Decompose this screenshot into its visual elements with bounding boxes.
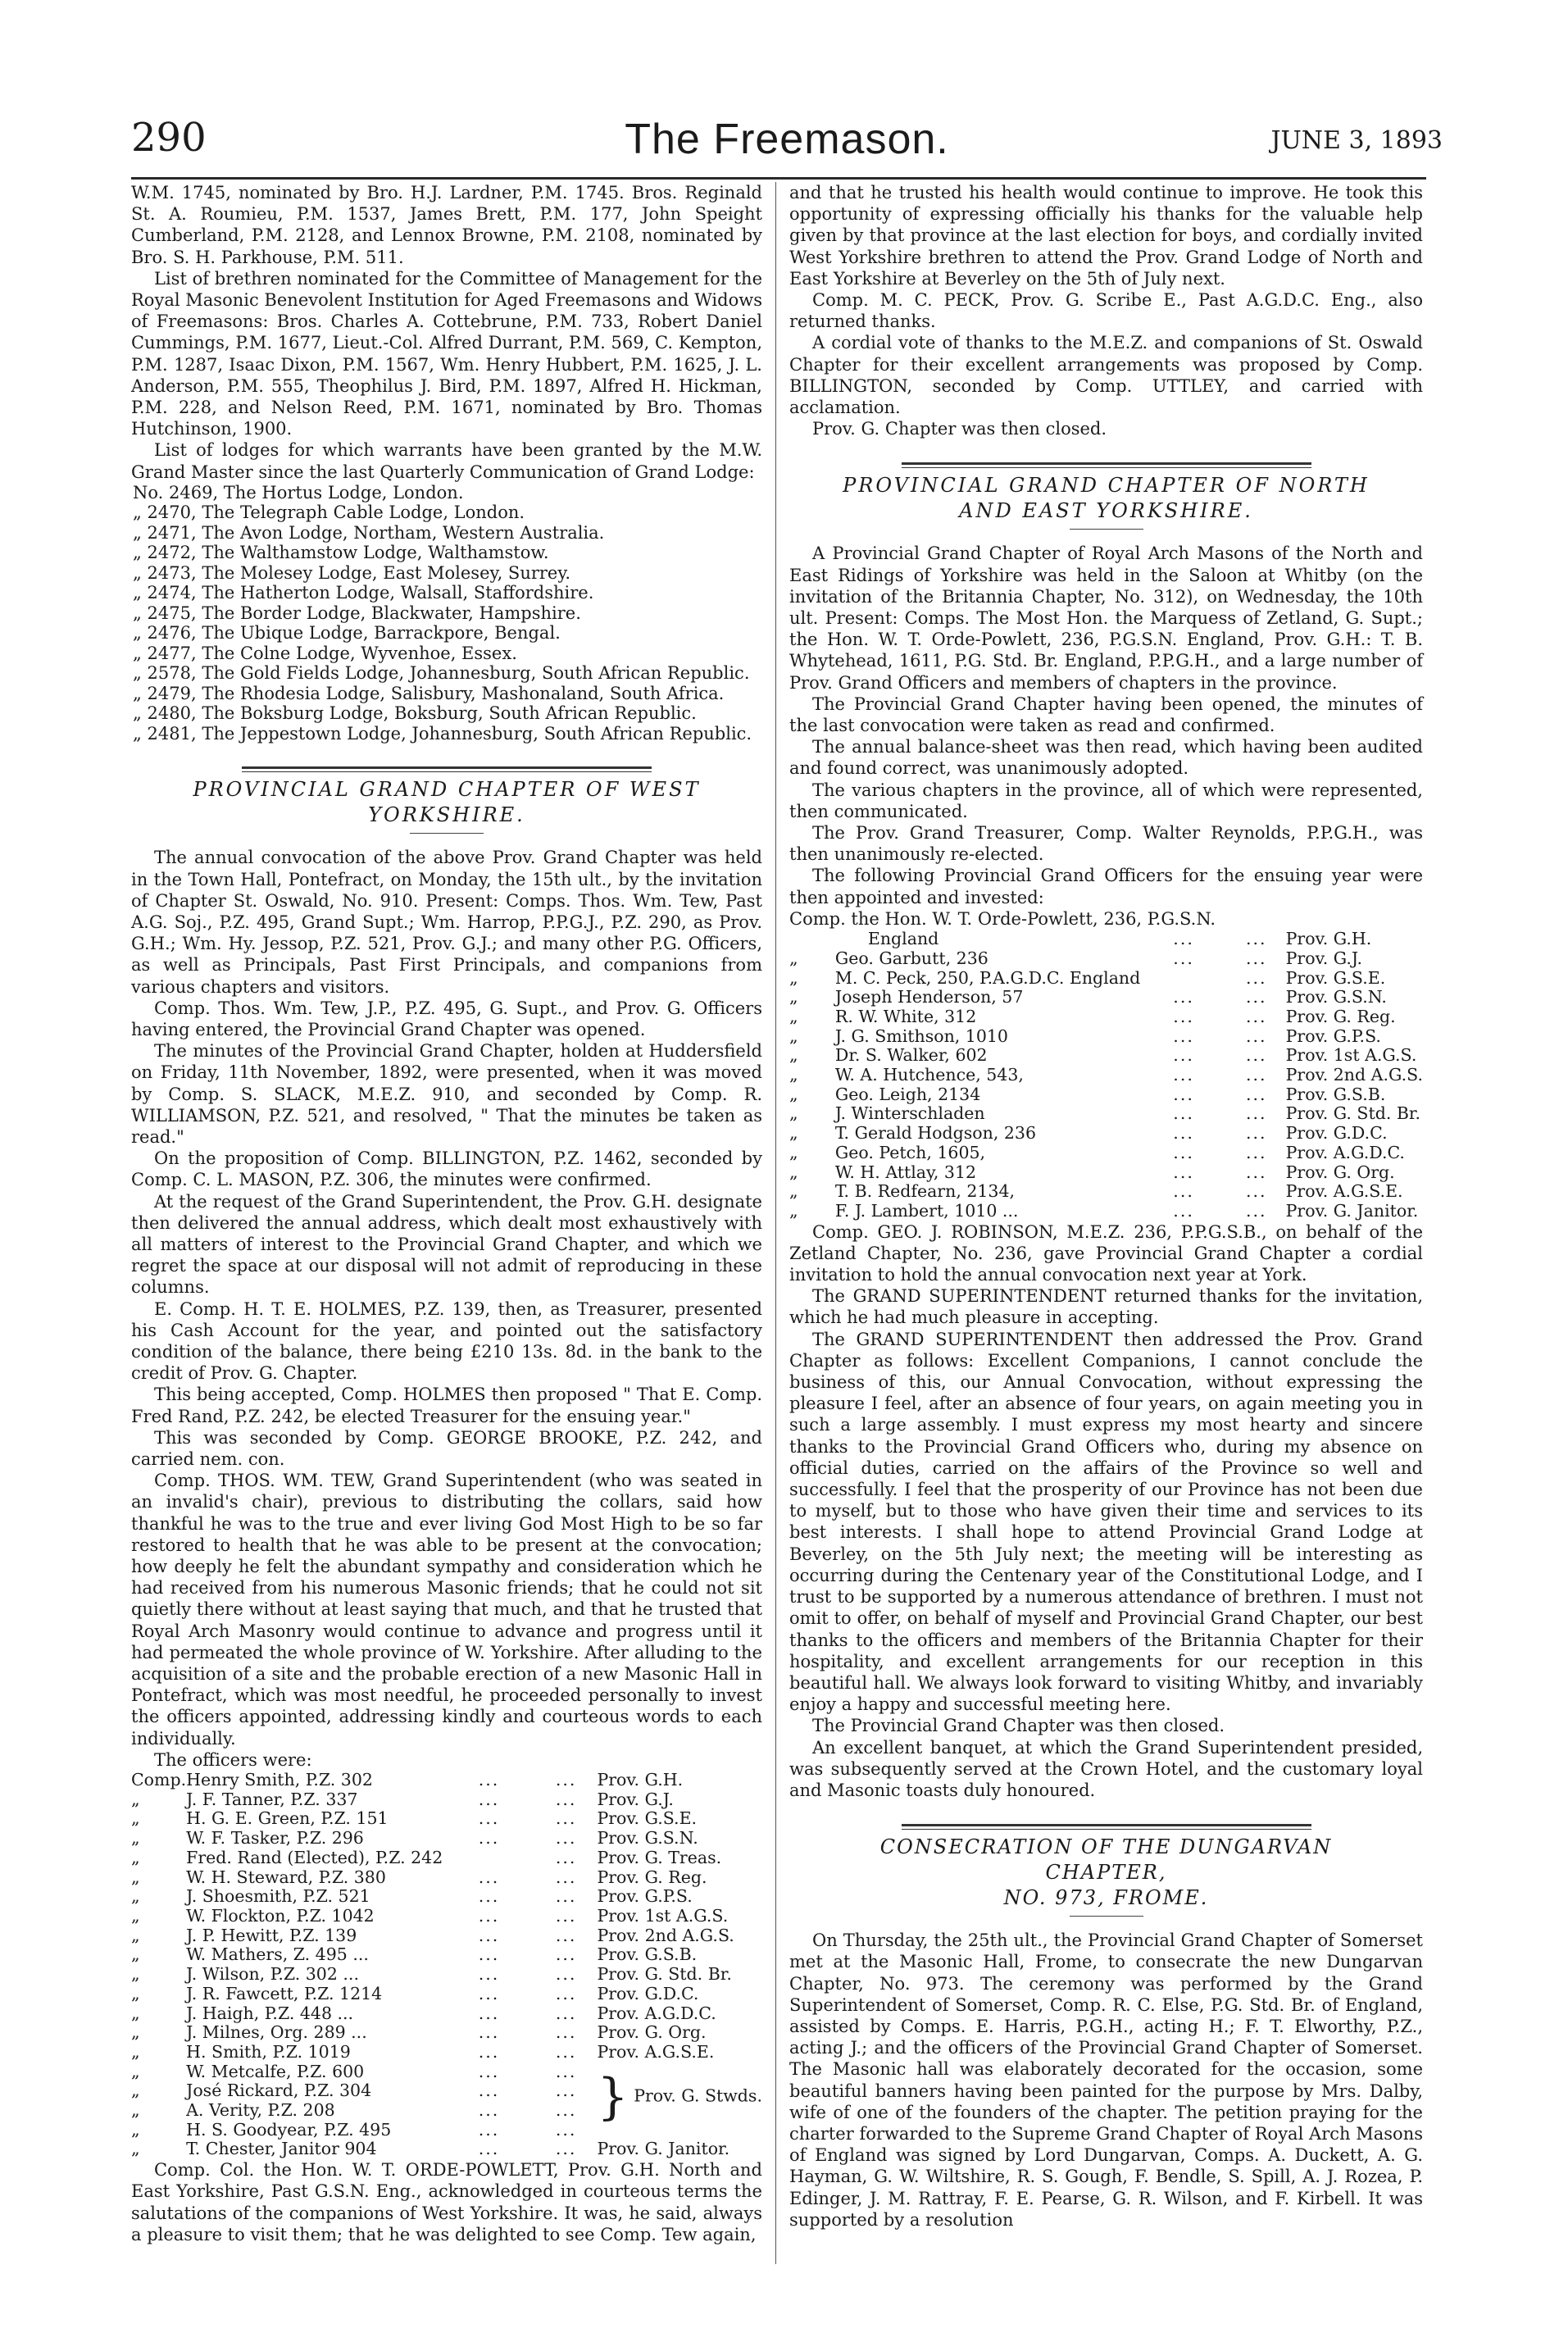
article-paragraph: Comp. Col. the Hon. W. T. ORDE-POWLETT, Prov. G.H. North and East Yorkshire, Past G.S.N. Eng., acknowledged in courteous terms the salutations of the companions of West Yorkshire. It was, he said, always a pleasure to visit them; that he was delighted to see Comp. Tew again, <box>131 2160 762 2244</box>
intro-paragraph: W.M. 1745, nominated by Bro. H.J. Lardner, P.M. 1745. Bros. Reginald St. A. Roumieu, P.M. 1537, James Brett, P.M. 177, John Speight Cumberland, P.M. 2128, and Lennox Browne, P.M. 2108, nominated by Bro. S. H. Parkhouse, P.M. 511. <box>131 183 762 267</box>
table-row: „ J. R. Fawcett, P.Z. 1214 ... ... Prov. G.D.C. <box>131 1983 699 2003</box>
article-paragraph: The GRAND SUPERINTENDENT then addressed the Prov. Grand Chapter as follows: Excellent Companions, I cannot conclude the business of this, our Annual Convocation, without expressing the pleasure I feel, after an absence of four years, on again meeting you in such a large assembly. I must express my most hearty and sincere thanks to the Provincial Grand Officers who, during my absence on official duties, carried on the affairs of the Province so well and successfully. I feel that the prosperity of our Province has not been due to myself, but to those who have given their time and services to its best interests. I shall hope to attend Provincial Grand Lodge at Beverley, on the 5th July next; the meeting will be interesting as occurring during the Centenary year of the Constitutional Lodge, and I trust to be supported by a numerous attendance of brethren. I must not omit to offer, on behalf of myself and Provincial Grand Chapter, our best thanks to the officers and members of the Britannia Chapter for their hospitality, and excellent arrangements for our reception in this beautiful hall. We always look forward to visiting Whitby, and invariably enjoy a happy and successful meeting here. <box>789 1329 1423 1715</box>
article-paragraph: E. Comp. H. T. E. HOLMES, P.Z. 139, then, as Treasurer, presented his Cash Account for the year, and pointed out the satisfactory condition of the balance, there being £210 13s. 8d. in the bank to the credit of Prov. G. Chapter. <box>131 1298 762 1384</box>
article-paragraph: Comp. THOS. WM. TEW, Grand Superintendent (who was seated in an invalid's chair), previous to distributing the collars, said how thankful he was to the true and ever living God Most High to be so far restored to health that he was able to be present at the convocation; how deeply he felt the abundant sympathy and consideration which he had received from his numerous Masonic friends; that he could not sit quietly there without at least saying that much, and that he trusted that Royal Arch Masonry would continue to advance and progress until it had permeated the whole province of W. Yorkshire. After alluding to the acquisition of a site and the probable erection of a new Masonic Hall in Pontefract, which was most needful, he proceeded personally to invest the officers appointed, addressing kindly and courteous words to each individually. <box>131 1471 762 1749</box>
list-item: „ 2479, The Rhodesia Lodge, Salisbury, Mashonaland, South Africa. <box>133 683 725 703</box>
west-yorkshire-officers-table <box>131 1771 762 2159</box>
officers-intro: The officers were: <box>154 1749 312 1770</box>
article-paragraph: The Provincial Grand Chapter having been opened, the minutes of the last convocation were taken as read and confirmed. <box>789 694 1423 736</box>
article-paragraph: The following Provincial Grand Officers for the ensuing year were then appointed and invested: <box>789 866 1423 907</box>
list-item: „ 2475, The Border Lodge, Blackwater, Hampshire. <box>133 603 581 623</box>
section-title-west-yorkshire: PROVINCIAL GRAND CHAPTER OF WEST YORKSHIRE. <box>193 778 701 827</box>
article-paragraph: The annual convocation of the above Prov. Grand Chapter was held in the Town Hall, Pontefract, on Monday, the 15th ult., by the invitation of Chapter St. Oswald, No. 910. Present: Comps. Thos. Wm. Tew, Past A.G. Soj., P.Z. 495, Grand Supt.; Wm. Harrop, P.P.G.J., P.Z. 290, as Prov. G.H.; Wm. Hy. Jessop, P.Z. 521, Prov. G.J.; and many other P.G. Officers, as well as Principals, Past First Principals, and companions from various chapters and visitors. <box>131 848 762 997</box>
section-title-north-east-yorkshire: PROVINCIAL GRAND CHAPTER OF NORTH AND EAST YORKSHIRE. <box>843 474 1370 523</box>
article-paragraph: On the proposition of Comp. BILLINGTON, P.Z. 1462, seconded by Comp. C. L. MASON, P.Z. 306, the minutes were confirmed. <box>131 1148 762 1190</box>
table-row: „ A. Verity, P.Z. 208 ... ... <box>131 2100 577 2121</box>
right-column <box>789 182 1423 2231</box>
section-divider <box>902 1824 1311 1830</box>
article-paragraph: At the request of the Grand Superintendent, the Prov. G.H. designate then delivered the annual address, which dealt most exhaustively with all matters of interest to the Provincial Grand Chapter, and which we regret the space at our disposal will not admit of reproducing in these columns. <box>131 1191 762 1298</box>
section-title-dungarvan <box>822 1835 1390 1911</box>
table-row: „ J. P. Hewitt, P.Z. 139 ... ... Prov. 2nd A.G.S. <box>131 1925 734 1945</box>
header-rule <box>131 177 1426 180</box>
article-paragraph: The minutes of the Provincial Grand Chapter, holden at Huddersfield on Friday, 11th November, 1892, were presented, when it was moved by Comp. S. SLACK, M.E.Z. 910, and seconded by Comp. R. WILLIAMSON, P.Z. 521, and resolved, " That the minutes be taken as read." <box>131 1041 762 1147</box>
article-paragraph: An excellent banquet, at which the Grand Superintendent presided, was subsequently served at the Crown Hotel, and the customary loyal and Masonic toasts duly honoured. <box>789 1737 1423 1800</box>
list-item: „ 2578, The Gold Fields Lodge, Johannesburg, South African Republic. <box>133 663 750 684</box>
page-header <box>131 115 1443 180</box>
article-paragraph: The Prov. Grand Treasurer, Comp. Walter Reynolds, P.P.G.H., was then unanimously re-elected. <box>789 823 1423 865</box>
article-paragraph: The various chapters in the province, all of which were represented, then communicated. <box>789 780 1423 821</box>
section-divider <box>242 766 652 772</box>
table-row: England ... ... Prov. G.H. <box>867 929 1372 949</box>
table-row: „ W. H. Attlay, 312 ... ... Prov. G. Org. <box>789 1162 1395 1182</box>
list-item: „ 2476, The Ubique Lodge, Barrackpore, Bengal. <box>133 623 561 644</box>
table-row: „ José Rickard, P.Z. 304 ... ... <box>131 2081 577 2101</box>
article-paragraph: Comp. Thos. Wm. Tew, J.P., P.Z. 495, G. Supt., and Prov. G. Officers having entered, the Provincial Grand Chapter was opened. <box>131 998 762 1039</box>
table-row: „ T. Chester, Janitor 904 ... ... Prov. G. Janitor. <box>131 2139 730 2159</box>
issue-date: JUNE 3, 1893 <box>1270 126 1443 155</box>
article-paragraph: The annual balance-sheet was then read, which having been audited and found correct, was unanimously adopted. <box>789 737 1423 779</box>
warrants-paragraph: List of lodges for which warrants have been granted by the M.W. Grand Master since the last Quarterly Communication of Grand Lodge: <box>131 440 762 482</box>
table-row: „ Fred. Rand (Elected), P.Z. 242 ... Prov. G. Treas. <box>131 1847 722 1867</box>
list-item: „ 2477, The Colne Lodge, Wyvenhoe, Essex. <box>133 643 517 663</box>
north-east-officers-table <box>789 930 1423 1221</box>
section-divider <box>902 462 1311 468</box>
article-paragraph: This was seconded by Comp. GEORGE BROOKE, P.Z. 242, and carried nem. con. <box>131 1427 762 1470</box>
brace-icon: } <box>597 2067 629 2126</box>
column-divider <box>775 182 776 2264</box>
table-row: „ J. F. Tanner, P.Z. 337 ... ... Prov. G.J. <box>131 1789 674 1809</box>
table-row: Comp. Henry Smith, P.Z. 302 ... ... Prov. G.H. <box>131 1770 684 1790</box>
table-row: „ R. W. White, 312 ... ... Prov. G. Reg. <box>789 1006 1396 1026</box>
table-row: „ J. Shoesmith, P.Z. 521 ... ... Prov. G.P.S. <box>131 1886 693 1907</box>
table-row: „ W. A. Hutchence, 543, ... ... Prov. 2nd A.G.S. <box>789 1065 1423 1085</box>
committee-paragraph: List of brethren nominated for the Committee of Management for the Royal Masonic Benevolent Institution for Aged Freemasons and Widows of Freemasons: Bros. Charles A. Cottebrune, P.M. 733, Robert Daniel Cummings, P.M. 1677, Lieut.-Col. Alfred Durrant, P.M. 569, C. Kempton, P.M. 1287, Isaac Dixon, P.M. 1567, Wm. Henry Hubbert, P.M. 1625, J. L. Anderson, P.M. 555, Theophilus J. Bird, P.M. 1897, Alfred H. Hickman, P.M. 228, and Nelson Reed, P.M. 1671, nominated by Bro. Thomas Hutchinson, 1900. <box>131 268 762 439</box>
stewards-office: Prov. G. Stwds. <box>634 2085 762 2106</box>
masthead-title: The Freemason. <box>625 116 949 163</box>
table-row: „ H. S. Goodyear, P.Z. 495 ... ... <box>131 2119 577 2140</box>
list-item: „ 2481, The Jeppestown Lodge, Johannesburg, South African Republic. <box>133 723 752 744</box>
list-item: „ 2474, The Hatherton Lodge, Walsall, Staffordshire. <box>133 583 594 603</box>
table-row: „ Geo. Garbutt, 236 ... ... Prov. G.J. <box>789 948 1363 968</box>
table-row: „ H. G. E. Green, P.Z. 151 ... ... Prov. G.S.E. <box>131 1808 698 1829</box>
table-row: „ J. Winterschladen ... ... Prov. G. Std. Br. <box>789 1103 1421 1124</box>
table-row: „ T. B. Redfearn, 2134, ... ... Prov. A.G.S.E. <box>789 1181 1403 1202</box>
list-item: „ 2473, The Molesey Lodge, East Molesey, Surrey. <box>133 562 571 583</box>
table-row: „ W. Metcalfe, P.Z. 600 ... ... } Prov. G. Stwds. <box>131 2061 762 2126</box>
table-row: „ W. Mathers, Z. 495 ... ... ... Prov. G.S.B. <box>131 1944 698 1965</box>
table-row: „ W. F. Tasker, P.Z. 296 ... ... Prov. G.S.N. <box>131 1828 698 1849</box>
section-title-line: NO. 973, FROME. <box>1003 1886 1209 1910</box>
article-paragraph: The Provincial Grand Chapter was then closed. <box>812 1716 1225 1736</box>
table-row: „ J. G. Smithson, 1010 ... ... Prov. G.P.S. <box>789 1026 1381 1046</box>
title-underline <box>1070 529 1143 530</box>
officers-first-line: Comp. the Hon. W. T. Orde-Powlett, 236, P.G.S.N. <box>789 908 1216 929</box>
table-row: „ W. H. Steward, P.Z. 380 ... ... Prov. G. Reg. <box>131 1867 707 1887</box>
title-underline <box>1070 1916 1143 1917</box>
table-row: „ J. Milnes, Org. 289 ... ... ... Prov. G. Org. <box>131 2022 707 2043</box>
article-paragraph: Comp. M. C. PECK, Prov. G. Scribe E., Past A.G.D.C. Eng., also returned thanks. <box>789 290 1423 332</box>
article-paragraph: The GRAND SUPERINTENDENT returned thanks for the invitation, which he had much pleasure in accepting. <box>789 1286 1423 1328</box>
list-item: „ 2472, The Walthamstow Lodge, Walthamstow. <box>133 543 549 563</box>
table-row: „ J. Haigh, P.Z. 448 ... ... ... Prov. A.G.D.C. <box>131 2003 716 2023</box>
article-paragraph: A Provincial Grand Chapter of Royal Arch Masons of the North and East Ridings of Yorkshire was held in the Saloon at Whitby (on the invitation of the Britannia Chapter, No. 312), on Wednesday, the 10th ult. Present: Comps. The Most Hon. the Marquess of Zetland, G. Supt.; the Hon. W. T. Orde-Powlett, 236, P.G.S.N. England, Prov. G.H.: T. B. Whytehead, 1611, P.G. Std. Br. England, P.P.G.H., and a large number of Prov. Grand Officers and members of chapters in the province. <box>789 543 1423 693</box>
list-item: No. 2469, The Hortus Lodge, London. <box>133 482 464 503</box>
table-row: „ Geo. Leigh, 2134 ... ... Prov. G.S.B. <box>789 1084 1386 1104</box>
table-row: „ F. J. Lambert, 1010 ... ... ... Prov. G. Janitor. <box>789 1200 1419 1221</box>
article-paragraph: A cordial vote of thanks to the M.E.Z. and companions of St. Oswald Chapter for their excellent arrangements was proposed by Comp. BILLINGTON, seconded by Comp. UTTLEY, and carried with acclamation. <box>789 333 1423 418</box>
table-row: „ Joseph Henderson, 57 ... ... Prov. G.S.N. <box>789 987 1387 1007</box>
article-paragraph: On Thursday, the 25th ult., the Provincial Grand Chapter of Somerset met at the Masonic Hall, Frome, to consecrate the new Dungarvan Chapter, No. 973. The ceremony was performed by the Grand Superintendent of Somerset, Comp. R. C. Else, P.G. Std. Br. of England, assisted by Comps. E. Harris, P.G.H., acting H.; F. T. Elworthy, P.Z., acting J.; and the officers of the Provincial Grand Chapter of Somerset. The Masonic hall was elaborately decorated for the occasion, some beautiful banners having been painted for the purpose by Mrs. Dalby, wife of one of the founders of the chapter. The petition praying for the charter forwarded to the Supreme Grand Chapter of Royal Arch Masons of England was signed by Lord Dungarvan, Comps. A. Duckett, A. G. Hayman, G. W. Wiltshire, R. S. Gough, F. Bendle, S. Spill, A. J. Rozea, P. Edinger, J. M. Rattray, F. E. Pearse, G. R. Wilson, and F. Kirbell. It was supported by a resolution <box>789 1931 1423 2230</box>
article-paragraph: Prov. G. Chapter was then closed. <box>812 419 1107 439</box>
table-row: „ H. Smith, P.Z. 1019 ... ... Prov. A.G.S.E. <box>131 2041 715 2062</box>
list-item: „ 2470, The Telegraph Cable Lodge, London. <box>133 503 525 523</box>
section-title-line: CONSECRATION OF THE DUNGARVAN CHAPTER, <box>879 1835 1333 1885</box>
table-row: „ Dr. S. Walker, 602 ... ... Prov. 1st A.G.S. <box>789 1045 1417 1066</box>
list-item: „ 2471, The Avon Lodge, Northam, Western Australia. <box>133 522 605 543</box>
table-row: „ W. Flockton, P.Z. 1042 ... ... Prov. 1st A.G.S. <box>131 1906 729 1926</box>
lodge-list <box>131 483 762 744</box>
article-paragraph: Comp. GEO. J. ROBINSON, M.E.Z. 236, P.P.G.S.B., on behalf of the Zetland Chapter, No. 236, gave Provincial Grand Chapter a cordial invitation to hold the annual convocation next year at York. <box>789 1221 1423 1285</box>
table-row: „ T. Gerald Hodgson, 236 ... ... Prov. G.D.C. <box>789 1123 1388 1144</box>
table-row: „ J. Wilson, P.Z. 302 ... ... ... Prov. G. Std. Br. <box>131 1964 732 1985</box>
title-underline <box>410 833 484 834</box>
article-paragraph: This being accepted, Comp. HOLMES then proposed " That E. Comp. Fred Rand, P.Z. 242, be elected Treasurer for the ensuing year." <box>131 1385 762 1426</box>
list-item: „ 2480, The Boksburg Lodge, Boksburg, South African Republic. <box>133 703 697 724</box>
left-column <box>131 182 762 2245</box>
page-number: 290 <box>131 115 207 161</box>
article-paragraph: and that he trusted his health would continue to improve. He took this opportunity of expressing officially his thanks for the valuable help given by that province at the last election for boys, and cordially invited West Yorkshire brethren to attend the Prov. Grand Lodge of North and East Yorkshire at Beverley on the 5th of July next. <box>789 183 1423 289</box>
table-row: „ M. C. Peck, 250, P.A.G.D.C. England ... Prov. G.S.E. <box>789 967 1386 988</box>
table-row: „ Geo. Petch, 1605, ... ... Prov. A.G.D.C. <box>789 1142 1405 1162</box>
